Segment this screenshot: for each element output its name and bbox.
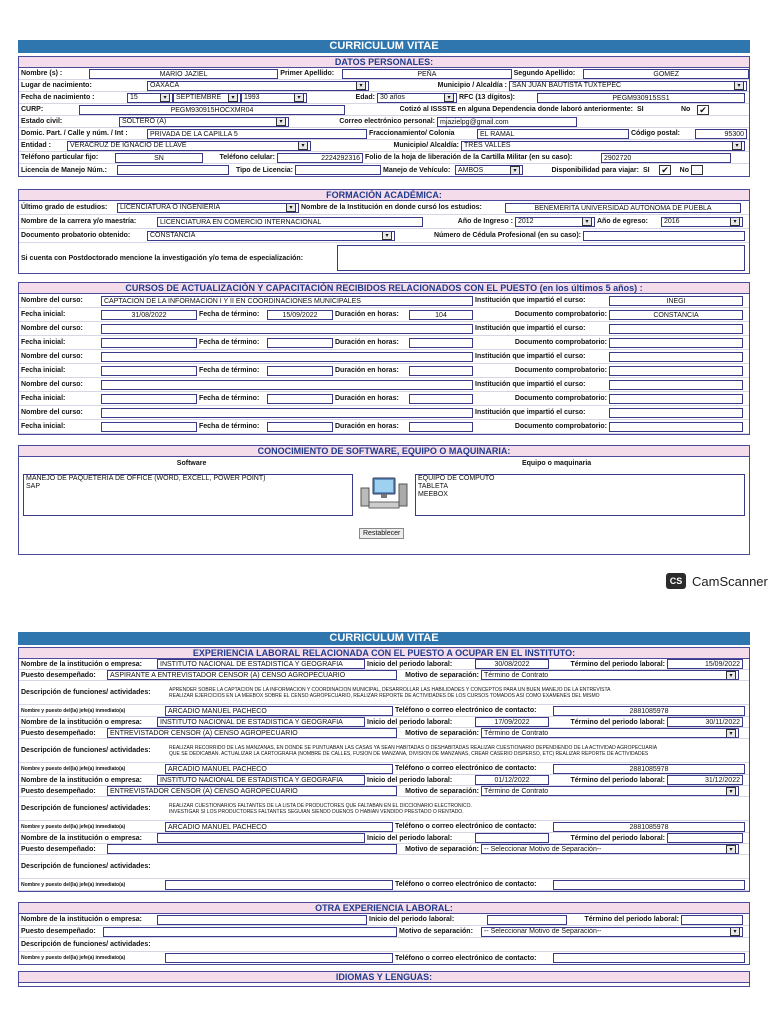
course-document-input[interactable]: [609, 422, 743, 432]
label: Duración en horas:: [335, 311, 399, 318]
section-title: CONOCIMIENTO DE SOFTWARE, EQUIPO O MAQUINARIA:: [19, 446, 749, 457]
license-number-input[interactable]: [583, 231, 745, 241]
label: Manejo de Vehículo:: [383, 166, 451, 174]
issste-no-checkbox[interactable]: ✔: [697, 105, 709, 115]
cv-banner: CURRICULUM VITAE: [18, 632, 750, 645]
cellphone-input[interactable]: 2224292316: [277, 153, 363, 163]
exp-contact-input[interactable]: [553, 880, 745, 890]
label: Fecha de término:: [199, 367, 260, 374]
birth-year-select[interactable]: 1993 ▾: [241, 93, 307, 103]
course-start-input[interactable]: [101, 394, 197, 404]
label: Fecha inicial:: [21, 423, 66, 430]
label: Fecha inicial:: [21, 367, 66, 374]
exp-position-input[interactable]: ASPIRANTE A ENTREVISTADOR CENSOR (A) CENSO AGROPECUARIO: [107, 670, 397, 680]
course-hours-input[interactable]: [409, 394, 473, 404]
exp-boss-input[interactable]: ARCADIO MANUEL PACHECO: [165, 822, 393, 832]
label: Teléfono o correo electrónico de contacto:: [395, 707, 537, 714]
license-input[interactable]: [117, 165, 229, 175]
label: Puesto desempeñado:: [21, 671, 96, 679]
label: Documento comprobatorio:: [514, 423, 607, 430]
label: Descripción de funciones/ actividades:: [21, 747, 151, 754]
experience-entry: [19, 659, 749, 717]
other-experience-section: [18, 902, 750, 965]
label: SI: [643, 166, 650, 174]
equipment-textarea[interactable]: EQUIPO DE COMPUTO TABLETA MEEBOX: [415, 474, 745, 516]
exp-institution-input[interactable]: INSTITUTO NACIONAL DE ESTADISTICA Y GEOGRAFIA: [157, 659, 365, 669]
label: Documento comprobatorio:: [514, 339, 607, 346]
course-start-input[interactable]: 31/08/2022: [101, 310, 197, 320]
exp-contact-input[interactable]: 2881085978: [553, 706, 745, 716]
exp-position-input[interactable]: ENTREVISTADOR CENSOR (A) CENSO AGROPECUARIO: [107, 786, 397, 796]
label: CURP:: [21, 106, 44, 113]
label: Descripción de funciones/ actividades:: [21, 689, 151, 696]
exp-contact-input[interactable]: 2881085978: [553, 822, 745, 832]
course-end-input[interactable]: [267, 338, 333, 348]
exp-separation-select[interactable]: Término de Contrato ▾: [481, 670, 739, 680]
computer-icon: [359, 474, 409, 516]
camscanner-label: CamScanner: [692, 573, 768, 589]
label: Documento probatorio obtenido:: [21, 232, 131, 239]
exp-start-input[interactable]: 01/12/2022: [475, 775, 549, 785]
label: Duración en horas:: [335, 339, 399, 346]
label: Documento comprobatorio:: [514, 367, 607, 374]
label: Duración en horas:: [335, 367, 399, 374]
label: Duración en horas:: [335, 395, 399, 402]
course-institution-input[interactable]: INEGI: [609, 296, 743, 306]
label: Estado civil:: [21, 118, 63, 125]
label: Descripción de funciones/ actividades:: [21, 863, 151, 870]
label: Entidad :: [21, 142, 51, 149]
other-contact-input[interactable]: [553, 953, 745, 963]
exp-end-input[interactable]: 31/12/2022: [667, 775, 743, 785]
exp-position-input[interactable]: ENTREVISTADOR CENSOR (A) CENSO AGROPECUARIO: [107, 728, 397, 738]
degree-select[interactable]: LICENCIATURA O INGENIERÍA ▾: [117, 203, 299, 213]
label: Fraccionamiento/ Colonia: [369, 130, 455, 137]
course-name-input[interactable]: [101, 408, 473, 418]
label: Motivo de separación:: [405, 729, 479, 737]
municipality-select[interactable]: SAN JUAN BAUTISTA TUXTEPEC ▾: [509, 81, 747, 91]
label: No: [679, 166, 689, 174]
exp-boss-input[interactable]: ARCADIO MANUEL PACHECO: [165, 706, 393, 716]
label: Año de Ingreso :: [457, 218, 513, 225]
email-input[interactable]: mjazielpg@gmail.com: [437, 117, 577, 127]
label: Puesto desempeñado:: [21, 928, 96, 935]
exp-functions-text[interactable]: REALIZAR RECORRIDO DE LAS MANZANAS, EN DONDE SE PUNTUABAN LAS CASAS YA SEAN HABITADAS O DESHABITADAS REALIZAR CUESTIONARIO DEPENDIENDO DE LA ACTIVIDAD AGROPECUARIA QUE SE DEDICABAN. ACTUALIZAR LA CARTOGRAFIA (NOMBRE DE CALLES, FUSION DE MANZANA, DIVISION DE MANZANAS, CREAR CASERIO DISPERSO, ETC) REALIZAR REPORTE DE ACTIVIDADES: [169, 744, 658, 757]
label: Fecha de término:: [199, 395, 260, 402]
label: Disponibilidad para viajar:: [551, 166, 639, 174]
address-input[interactable]: PRIVADA DE LA CAPILLA 5: [147, 129, 367, 139]
label: Motivo de separación:: [405, 787, 479, 795]
label: Motivo de separación:: [405, 845, 479, 853]
travel-no-checkbox[interactable]: [691, 165, 703, 175]
label: Nombre del curso:: [21, 381, 83, 388]
section-title: DATOS PERSONALES:: [19, 57, 749, 68]
course-start-input[interactable]: [101, 366, 197, 376]
label: Institución que impartió el curso:: [475, 409, 586, 416]
course-name-input[interactable]: [101, 380, 473, 390]
label: Descripción de funciones/ actividades:: [21, 805, 151, 812]
label: Nombre del curso:: [21, 409, 83, 416]
label: Teléfono celular:: [219, 154, 275, 161]
course-end-input[interactable]: [267, 366, 333, 376]
camscanner-watermark: [666, 573, 768, 589]
label: Fecha inicial:: [21, 339, 66, 346]
postal-code-input[interactable]: 95300: [695, 129, 747, 139]
software-label: Software: [176, 460, 207, 467]
section-title: CURSOS DE ACTUALIZACIÓN Y CAPACITACIÓN RECIBIDOS RELACIONADOS CON EL PUESTO (en los últimos 5 años) :: [19, 283, 749, 294]
label: Documento comprobatorio:: [514, 311, 607, 318]
label: Nombre de la institución o empresa:: [21, 718, 142, 726]
phone-input[interactable]: SN: [115, 153, 203, 163]
label: Fecha de término:: [199, 423, 260, 430]
label: Último grado de estudios:: [21, 204, 108, 211]
birthplace-select[interactable]: OAXACA ▾: [147, 81, 369, 91]
label: Institución que impartió el curso:: [475, 381, 586, 388]
exp-functions-text[interactable]: APRENDER SOBRE LA CAPTACION DE LA INFORMACION Y COORDINACION MUNICIPAL, DESARROLLAR LAS HABILIDADES Y CONCEPTOS PARA UN BUEN MANEJO DE LA ENTREVISTA REALIZAR EJERCICIOS EN LA MEEBOX SOBRE EL CENSO AGROPECUARIO, REALIZAR REPORTE DE ACTIVIDADES DE LOS CURSOS TOMADOS ASI COMO EXAMENES DEL MISMO: [169, 686, 611, 699]
label: Institución que impartió el curso:: [475, 325, 586, 332]
label: Municipio / Alcaldía :: [437, 82, 507, 89]
label: Teléfono o correo electrónico de contacto:: [395, 823, 537, 830]
label: Tipo de Licencia:: [235, 166, 293, 174]
career-input[interactable]: LICENCIATURA EN COMERCIO INTERNACIONAL: [157, 217, 423, 227]
exp-start-input[interactable]: [475, 833, 549, 843]
section-title: EXPERIENCIA LABORAL RELACIONADA CON EL PUESTO A OCUPAR EN EL INSTITUTO:: [19, 648, 749, 659]
label: Fecha de término:: [199, 339, 260, 346]
postdoc-input[interactable]: [337, 245, 745, 271]
label: Nombre de la institución o empresa:: [21, 660, 142, 668]
label: Folio de la hoja de liberación de la Cartilla Militar (en su caso):: [365, 154, 573, 161]
label: Puesto desempeñado:: [21, 787, 96, 795]
label: Motivo de separación:: [399, 928, 473, 935]
course-document-input[interactable]: CONSTANCIA: [609, 310, 743, 320]
second-surname-input[interactable]: GOMEZ: [583, 69, 749, 79]
first-surname-input[interactable]: PEÑA: [342, 69, 512, 79]
exp-institution-input[interactable]: INSTITUTO NACIONAL DE ESTADISTICA Y GEOGRAFIA: [157, 775, 365, 785]
military-folio-input[interactable]: 2902720: [601, 153, 731, 163]
label: Nombre de la institución o empresa:: [21, 776, 142, 784]
label: Nombre y puesto del(la) jefe(a) inmediato(a): [21, 881, 126, 888]
label: Código postal:: [631, 130, 680, 137]
exp-contact-input[interactable]: 2881085978: [553, 764, 745, 774]
label: Fecha de nacimiento :: [21, 94, 95, 101]
state-select[interactable]: VERACRUZ DE IGNACIO DE LLAVE ▾: [67, 141, 311, 151]
exp-end-input[interactable]: 30/11/2022: [667, 717, 743, 727]
label: Edad:: [355, 94, 375, 101]
label: Lugar de nacimiento:: [21, 82, 92, 89]
label: Año de egreso:: [597, 218, 648, 225]
label: Inicio del periodo laboral:: [369, 916, 455, 923]
label: Inicio del periodo laboral:: [367, 660, 453, 668]
label: Nombre de la institución o empresa:: [21, 834, 142, 842]
label: Teléfono o correo electrónico de contacto:: [395, 765, 537, 772]
vehicle-select[interactable]: AMBOS ▾: [455, 165, 523, 175]
reset-button[interactable]: Restablecer: [359, 528, 404, 539]
label: Inicio del periodo laboral:: [367, 718, 453, 726]
section-title: OTRA EXPERIENCIA LABORAL:: [19, 903, 749, 914]
label: Institución que impartió el curso:: [475, 297, 586, 304]
other-start-input[interactable]: [487, 915, 567, 925]
exp-separation-select[interactable]: Término de Contrato ▾: [481, 786, 739, 796]
course-name-input[interactable]: [101, 352, 473, 362]
label: Domic. Part. / Calle y núm. / Int :: [21, 130, 128, 137]
course-document-input[interactable]: [609, 366, 743, 376]
other-position-input[interactable]: [103, 927, 397, 937]
exit-year-select[interactable]: 2016 ▾: [661, 217, 743, 227]
exp-boss-input[interactable]: ARCADIO MANUEL PACHECO: [165, 764, 393, 774]
label: Documento comprobatorio:: [514, 395, 607, 402]
course-end-input[interactable]: [267, 422, 333, 432]
software-textarea[interactable]: MANEJO DE PAQUETERIA DE OFFICE (WORD, EXCELL, POWER POINT) SAP: [23, 474, 353, 516]
course-institution-input[interactable]: [609, 324, 743, 334]
label: Teléfono particular fijo:: [21, 154, 99, 161]
label: Nombre y puesto del(la) jefe(a) inmediato(a): [21, 707, 126, 714]
label: Nombre de la carrera y/o maestría:: [21, 218, 137, 225]
label: Teléfono o correo electrónico de contacto:: [395, 881, 537, 888]
label: Fecha de término:: [199, 311, 260, 318]
label: Nombre de la Institución en donde cursó los estudios:: [301, 204, 482, 211]
experience-entry: [19, 775, 749, 833]
entry-year-select[interactable]: 2012 ▾: [515, 217, 595, 227]
label: Nombre (s) :: [21, 70, 63, 77]
label: Inicio del periodo laboral:: [367, 834, 453, 842]
birth-day-select[interactable]: 15 ▾: [127, 93, 173, 103]
exp-separation-select[interactable]: Término de Contrato ▾: [481, 728, 739, 738]
course-hours-input[interactable]: [409, 366, 473, 376]
label: Institución que impartió el curso:: [475, 353, 586, 360]
civil-status-select[interactable]: SOLTERO (A) ▾: [119, 117, 289, 127]
course-name-input[interactable]: CAPTACION DE LA INFORMACION I Y II EN COORDINACIONES MUNICIPALES: [101, 296, 473, 306]
equipment-label: Equipo o maquinaria: [521, 460, 592, 467]
cv-page-2: [18, 632, 750, 987]
exp-boss-input[interactable]: [165, 880, 393, 890]
cv-page-1: [18, 40, 750, 555]
institution-input[interactable]: BENEMERITA UNIVERSIDAD AUTONOMA DE PUEBLA: [505, 203, 741, 213]
label: Inicio del periodo laboral:: [367, 776, 453, 784]
label: Término del periodo laboral:: [570, 718, 665, 726]
label: Puesto desempeñado:: [21, 729, 96, 737]
experience-section: [18, 647, 750, 892]
label: Nombre y puesto del(la) jefe(a) inmediato(a): [21, 823, 126, 830]
label: Licencia de Manejo Núm.:: [21, 166, 107, 174]
label: Si cuenta con Postdoctorado mencione la investigación y/o tema de especialización:: [21, 254, 304, 262]
municipality2-select[interactable]: TRES VALLES ▾: [461, 141, 745, 151]
label: Primer Apellido:: [280, 70, 335, 77]
course-institution-input[interactable]: [609, 408, 743, 418]
label: Nombre y puesto del(la) jefe(a) inmediato(a): [21, 765, 126, 772]
label: Teléfono o correo electrónico de contacto:: [395, 954, 537, 962]
label: No: [681, 106, 691, 113]
label: Segundo Apellido:: [513, 70, 576, 77]
exp-start-input[interactable]: 17/09/2022: [475, 717, 549, 727]
label: Fecha inicial:: [21, 311, 66, 318]
education-section: [18, 189, 750, 274]
curp-input[interactable]: PEGM930915HOCXMR04: [79, 105, 345, 115]
exp-end-input[interactable]: [667, 833, 743, 843]
exp-position-input[interactable]: [107, 844, 397, 854]
label: Nombre del curso:: [21, 297, 83, 304]
exp-start-input[interactable]: 30/08/2022: [475, 659, 549, 669]
label: Nombre del curso:: [21, 325, 83, 332]
course-document-input[interactable]: [609, 394, 743, 404]
course-hours-input[interactable]: [409, 338, 473, 348]
label: SI: [637, 106, 644, 113]
course-start-input[interactable]: [101, 422, 197, 432]
label: Motivo de separación:: [405, 671, 479, 679]
other-separation-select[interactable]: -- Seleccionar Motivo de Separación-- ▾: [481, 927, 743, 937]
camscanner-logo: CS: [666, 573, 686, 589]
course-hours-input[interactable]: [409, 422, 473, 432]
rfc-input[interactable]: PEGM930915SS1: [537, 93, 745, 103]
exp-separation-select[interactable]: -- Seleccionar Motivo de Separación-- ▾: [481, 844, 739, 854]
section-title: IDIOMAS Y LENGUAS:: [19, 972, 749, 983]
course-hours-input[interactable]: 104: [409, 310, 473, 320]
label: Término del periodo laboral:: [570, 776, 665, 784]
course-document-input[interactable]: [609, 338, 743, 348]
label: Término del periodo laboral:: [584, 916, 679, 923]
course-start-input[interactable]: [101, 338, 197, 348]
experience-entry: [19, 833, 749, 891]
section-title: FORMACIÓN ACADÉMICA:: [19, 190, 749, 201]
other-boss-input[interactable]: [165, 953, 393, 963]
personal-data-section: [18, 56, 750, 177]
document-select[interactable]: CONSTANCIA ▾: [147, 231, 395, 241]
exp-end-input[interactable]: 15/09/2022: [667, 659, 743, 669]
course-name-input[interactable]: [101, 324, 473, 334]
courses-section: [18, 282, 750, 435]
label: Municipio/ Alcaldía:: [393, 142, 459, 149]
label: Puesto desempeñado:: [21, 845, 96, 853]
label: Nombre y puesto del(la) jefe(a) inmediato(a): [21, 955, 126, 961]
neighborhood-input[interactable]: EL RAMAL: [477, 129, 629, 139]
label: Término del periodo laboral:: [570, 660, 665, 668]
other-institution-input[interactable]: [157, 915, 367, 925]
exp-institution-input[interactable]: INSTITUTO NACIONAL DE ESTADISTICA Y GEOGRAFIA: [157, 717, 365, 727]
age-select[interactable]: 30 años ▾: [377, 93, 457, 103]
label: Duración en horas:: [335, 423, 399, 430]
course-institution-input[interactable]: [609, 352, 743, 362]
cv-banner: CURRICULUM VITAE: [18, 40, 750, 53]
experience-entry: [19, 717, 749, 775]
label: Correo electrónico personal:: [339, 118, 435, 125]
exp-institution-input[interactable]: [157, 833, 365, 843]
birth-month-select[interactable]: SEPTIEMBRE ▾: [173, 93, 241, 103]
travel-yes-checkbox[interactable]: ✔: [659, 165, 671, 175]
course-institution-input[interactable]: [609, 380, 743, 390]
label: Término del periodo laboral:: [570, 834, 665, 842]
software-section: [18, 445, 750, 555]
label: Cotizó al ISSSTE en alguna Dependencia donde laboró anteriormente:: [399, 106, 633, 113]
label: Número de Cédula Profesional (en su caso):: [433, 232, 581, 239]
course-end-input[interactable]: [267, 394, 333, 404]
license-type-input[interactable]: [295, 165, 381, 175]
languages-section: [18, 971, 750, 987]
course-end-input[interactable]: 15/09/2022: [267, 310, 333, 320]
label: Descripción de funciones/ actividades:: [21, 941, 151, 948]
label: Nombre del curso:: [21, 353, 83, 360]
label: RFC (13 dígitos):: [459, 94, 515, 101]
label: Nombre de la institución o empresa:: [21, 916, 142, 923]
other-end-input[interactable]: [681, 915, 743, 925]
name-input[interactable]: MARIO JAZIEL: [89, 69, 278, 79]
exp-functions-text[interactable]: REALIZAR CUESTIONARIOS FALTANTES DE LA LISTA DE PRODUCTORES QUE FALTABAN EN EL DICCIONARIO ELECTRONICO. INVESTIGAR SI LOS PRODUCTORES FALTANTES SEGUIAN SIENDO DUEÑOS O HABIAN VENDIDO PRESTADO O RENTADO.: [169, 802, 472, 815]
label: Fecha inicial:: [21, 395, 66, 402]
